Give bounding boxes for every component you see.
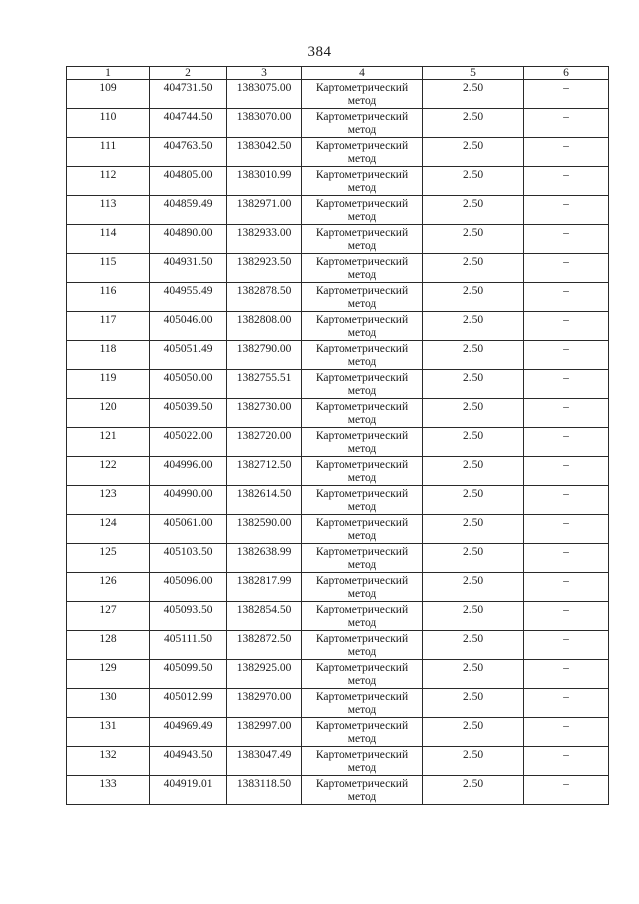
method bbox=[302, 80, 423, 109]
point-number: 122 bbox=[67, 457, 150, 486]
point-number: 114 bbox=[67, 225, 150, 254]
table-row bbox=[67, 747, 609, 776]
method bbox=[302, 167, 423, 196]
method-line-2: метод bbox=[347, 472, 377, 484]
accuracy-value: 2.50 bbox=[423, 776, 524, 805]
method-line-2: метод bbox=[347, 211, 377, 223]
point-number: 112 bbox=[67, 167, 150, 196]
accuracy-value: 2.50 bbox=[423, 515, 524, 544]
column-header-5: 5 bbox=[423, 67, 524, 80]
table-row bbox=[67, 486, 609, 515]
method-line-1: Картометрический bbox=[315, 314, 409, 326]
note-value: – bbox=[524, 718, 609, 747]
table-row bbox=[67, 80, 609, 109]
method-line-1: Картометрический bbox=[315, 198, 409, 210]
accuracy-value: 2.50 bbox=[423, 718, 524, 747]
note-value: – bbox=[524, 225, 609, 254]
coordinate-x: 405050.00 bbox=[150, 370, 227, 399]
method-line-1: Картометрический bbox=[315, 256, 409, 268]
method bbox=[302, 196, 423, 225]
page-number: 384 bbox=[307, 44, 332, 60]
table-row bbox=[67, 718, 609, 747]
accuracy-value: 2.50 bbox=[423, 109, 524, 138]
method-line-2: метод bbox=[347, 95, 377, 107]
coordinate-y: 1382925.00 bbox=[227, 660, 302, 689]
accuracy-value: 2.50 bbox=[423, 660, 524, 689]
method-line-1: Картометрический bbox=[315, 720, 409, 732]
table-row bbox=[67, 254, 609, 283]
coordinate-y: 1383118.50 bbox=[227, 776, 302, 805]
column-header-2: 2 bbox=[150, 67, 227, 80]
method-line-1: Картометрический bbox=[315, 459, 409, 471]
note-value: – bbox=[524, 747, 609, 776]
note-value: – bbox=[524, 138, 609, 167]
method bbox=[302, 689, 423, 718]
table-row bbox=[67, 515, 609, 544]
table-row bbox=[67, 196, 609, 225]
coordinate-x: 404943.50 bbox=[150, 747, 227, 776]
point-number: 123 bbox=[67, 486, 150, 515]
coordinate-x: 404931.50 bbox=[150, 254, 227, 283]
point-number: 129 bbox=[67, 660, 150, 689]
method-line-2: метод bbox=[347, 385, 377, 397]
table-row bbox=[67, 341, 609, 370]
method bbox=[302, 138, 423, 167]
coordinate-x: 405039.50 bbox=[150, 399, 227, 428]
method bbox=[302, 747, 423, 776]
coordinate-x: 404890.00 bbox=[150, 225, 227, 254]
accuracy-value: 2.50 bbox=[423, 602, 524, 631]
column-header-3: 3 bbox=[227, 67, 302, 80]
method-line-2: метод bbox=[347, 269, 377, 281]
point-number: 130 bbox=[67, 689, 150, 718]
accuracy-value: 2.50 bbox=[423, 312, 524, 341]
coordinate-y: 1383047.49 bbox=[227, 747, 302, 776]
point-number: 109 bbox=[67, 80, 150, 109]
method-line-2: метод bbox=[347, 153, 377, 165]
note-value: – bbox=[524, 399, 609, 428]
accuracy-value: 2.50 bbox=[423, 457, 524, 486]
table-row bbox=[67, 225, 609, 254]
method-line-1: Картометрический bbox=[315, 285, 409, 297]
table-row bbox=[67, 312, 609, 341]
note-value: – bbox=[524, 370, 609, 399]
point-number: 111 bbox=[67, 138, 150, 167]
method-line-2: метод bbox=[347, 501, 377, 513]
method bbox=[302, 544, 423, 573]
coordinate-x: 405022.00 bbox=[150, 428, 227, 457]
method bbox=[302, 283, 423, 312]
table-row bbox=[67, 602, 609, 631]
method bbox=[302, 254, 423, 283]
accuracy-value: 2.50 bbox=[423, 370, 524, 399]
method-line-1: Картометрический bbox=[315, 575, 409, 587]
accuracy-value: 2.50 bbox=[423, 689, 524, 718]
method-line-2: метод bbox=[347, 240, 377, 252]
method bbox=[302, 428, 423, 457]
accuracy-value: 2.50 bbox=[423, 573, 524, 602]
method-line-2: метод bbox=[347, 704, 377, 716]
header-row bbox=[67, 67, 609, 80]
method-line-2: метод bbox=[347, 617, 377, 629]
coordinate-x: 405046.00 bbox=[150, 312, 227, 341]
method-line-1: Картометрический bbox=[315, 691, 409, 703]
method-line-2: метод bbox=[347, 791, 377, 803]
coordinate-y: 1382878.50 bbox=[227, 283, 302, 312]
coordinate-x: 404805.00 bbox=[150, 167, 227, 196]
column-header-4: 4 bbox=[302, 67, 423, 80]
coordinate-x: 404990.00 bbox=[150, 486, 227, 515]
coordinate-x: 404969.49 bbox=[150, 718, 227, 747]
coordinates-table bbox=[66, 66, 609, 805]
method-line-1: Картометрический bbox=[315, 517, 409, 529]
table-row bbox=[67, 399, 609, 428]
method bbox=[302, 399, 423, 428]
method-line-2: метод bbox=[347, 675, 377, 687]
method-line-1: Картометрический bbox=[315, 488, 409, 500]
point-number: 124 bbox=[67, 515, 150, 544]
note-value: – bbox=[524, 109, 609, 138]
coordinate-x: 405111.50 bbox=[150, 631, 227, 660]
method-line-1: Картометрический bbox=[315, 372, 409, 384]
coordinate-x: 405103.50 bbox=[150, 544, 227, 573]
coordinate-x: 405093.50 bbox=[150, 602, 227, 631]
accuracy-value: 2.50 bbox=[423, 747, 524, 776]
accuracy-value: 2.50 bbox=[423, 196, 524, 225]
method bbox=[302, 312, 423, 341]
coordinate-y: 1382997.00 bbox=[227, 718, 302, 747]
coordinate-y: 1382638.99 bbox=[227, 544, 302, 573]
note-value: – bbox=[524, 428, 609, 457]
coordinate-y: 1382712.50 bbox=[227, 457, 302, 486]
method-line-2: метод bbox=[347, 356, 377, 368]
coordinate-x: 404744.50 bbox=[150, 109, 227, 138]
point-number: 116 bbox=[67, 283, 150, 312]
method bbox=[302, 602, 423, 631]
coordinate-y: 1382817.99 bbox=[227, 573, 302, 602]
point-number: 119 bbox=[67, 370, 150, 399]
coordinate-x: 404996.00 bbox=[150, 457, 227, 486]
method-line-1: Картометрический bbox=[315, 778, 409, 790]
note-value: – bbox=[524, 312, 609, 341]
note-value: – bbox=[524, 196, 609, 225]
table-row bbox=[67, 457, 609, 486]
coordinate-y: 1382808.00 bbox=[227, 312, 302, 341]
note-value: – bbox=[524, 602, 609, 631]
coordinate-y: 1382971.00 bbox=[227, 196, 302, 225]
note-value: – bbox=[524, 660, 609, 689]
coordinate-y: 1382720.00 bbox=[227, 428, 302, 457]
method-line-2: метод bbox=[347, 762, 377, 774]
note-value: – bbox=[524, 341, 609, 370]
point-number: 115 bbox=[67, 254, 150, 283]
method-line-2: метод bbox=[347, 124, 377, 136]
accuracy-value: 2.50 bbox=[423, 399, 524, 428]
method-line-2: метод bbox=[347, 298, 377, 310]
coordinate-x: 404955.49 bbox=[150, 283, 227, 312]
method-line-1: Картометрический bbox=[315, 430, 409, 442]
coordinate-x: 405099.50 bbox=[150, 660, 227, 689]
note-value: – bbox=[524, 544, 609, 573]
method bbox=[302, 225, 423, 254]
method-line-1: Картометрический bbox=[315, 227, 409, 239]
method-line-2: метод bbox=[347, 327, 377, 339]
coordinate-x: 405096.00 bbox=[150, 573, 227, 602]
coordinate-y: 1383075.00 bbox=[227, 80, 302, 109]
point-number: 121 bbox=[67, 428, 150, 457]
method bbox=[302, 776, 423, 805]
coordinate-y: 1383042.50 bbox=[227, 138, 302, 167]
note-value: – bbox=[524, 254, 609, 283]
method bbox=[302, 370, 423, 399]
coordinate-y: 1382872.50 bbox=[227, 631, 302, 660]
note-value: – bbox=[524, 689, 609, 718]
table-row bbox=[67, 370, 609, 399]
note-value: – bbox=[524, 457, 609, 486]
method-line-2: метод bbox=[347, 733, 377, 745]
method bbox=[302, 341, 423, 370]
method bbox=[302, 457, 423, 486]
accuracy-value: 2.50 bbox=[423, 225, 524, 254]
coordinate-y: 1382923.50 bbox=[227, 254, 302, 283]
method-line-2: метод bbox=[347, 443, 377, 455]
method-line-2: метод bbox=[347, 646, 377, 658]
method bbox=[302, 109, 423, 138]
method-line-2: метод bbox=[347, 588, 377, 600]
point-number: 110 bbox=[67, 109, 150, 138]
method bbox=[302, 718, 423, 747]
method bbox=[302, 631, 423, 660]
method bbox=[302, 486, 423, 515]
point-number: 125 bbox=[67, 544, 150, 573]
coordinate-x: 405051.49 bbox=[150, 341, 227, 370]
coordinate-x: 405061.00 bbox=[150, 515, 227, 544]
point-number: 133 bbox=[67, 776, 150, 805]
method-line-2: метод bbox=[347, 414, 377, 426]
point-number: 127 bbox=[67, 602, 150, 631]
table-row bbox=[67, 573, 609, 602]
coordinate-y: 1382730.00 bbox=[227, 399, 302, 428]
point-number: 126 bbox=[67, 573, 150, 602]
coordinate-y: 1382590.00 bbox=[227, 515, 302, 544]
coordinate-x: 404731.50 bbox=[150, 80, 227, 109]
method-line-1: Картометрический bbox=[315, 169, 409, 181]
note-value: – bbox=[524, 631, 609, 660]
point-number: 113 bbox=[67, 196, 150, 225]
note-value: – bbox=[524, 283, 609, 312]
table-row bbox=[67, 776, 609, 805]
coordinate-x: 404919.01 bbox=[150, 776, 227, 805]
method bbox=[302, 573, 423, 602]
method-line-1: Картометрический bbox=[315, 604, 409, 616]
method-line-1: Картометрический bbox=[315, 546, 409, 558]
table-row bbox=[67, 428, 609, 457]
coordinate-y: 1382970.00 bbox=[227, 689, 302, 718]
table-row bbox=[67, 660, 609, 689]
table-row bbox=[67, 109, 609, 138]
method-line-1: Картометрический bbox=[315, 662, 409, 674]
accuracy-value: 2.50 bbox=[423, 341, 524, 370]
accuracy-value: 2.50 bbox=[423, 544, 524, 573]
method-line-2: метод bbox=[347, 559, 377, 571]
point-number: 132 bbox=[67, 747, 150, 776]
note-value: – bbox=[524, 515, 609, 544]
table-row bbox=[67, 138, 609, 167]
coordinate-y: 1382614.50 bbox=[227, 486, 302, 515]
table-row bbox=[67, 167, 609, 196]
method-line-1: Картометрический bbox=[315, 343, 409, 355]
note-value: – bbox=[524, 167, 609, 196]
point-number: 118 bbox=[67, 341, 150, 370]
table-row bbox=[67, 631, 609, 660]
coordinate-x: 405012.99 bbox=[150, 689, 227, 718]
coordinate-y: 1383070.00 bbox=[227, 109, 302, 138]
method-line-2: метод bbox=[347, 182, 377, 194]
accuracy-value: 2.50 bbox=[423, 254, 524, 283]
coordinate-x: 404763.50 bbox=[150, 138, 227, 167]
method-line-1: Картометрический bbox=[315, 633, 409, 645]
point-number: 117 bbox=[67, 312, 150, 341]
accuracy-value: 2.50 bbox=[423, 80, 524, 109]
point-number: 128 bbox=[67, 631, 150, 660]
coordinate-y: 1383010.99 bbox=[227, 167, 302, 196]
accuracy-value: 2.50 bbox=[423, 631, 524, 660]
method-line-1: Картометрический bbox=[315, 140, 409, 152]
coordinate-y: 1382854.50 bbox=[227, 602, 302, 631]
point-number: 120 bbox=[67, 399, 150, 428]
accuracy-value: 2.50 bbox=[423, 167, 524, 196]
table-row bbox=[67, 544, 609, 573]
method-line-1: Картометрический bbox=[315, 111, 409, 123]
method bbox=[302, 660, 423, 689]
accuracy-value: 2.50 bbox=[423, 486, 524, 515]
note-value: – bbox=[524, 776, 609, 805]
coordinate-y: 1382755.51 bbox=[227, 370, 302, 399]
table-row bbox=[67, 689, 609, 718]
accuracy-value: 2.50 bbox=[423, 428, 524, 457]
note-value: – bbox=[524, 486, 609, 515]
accuracy-value: 2.50 bbox=[423, 283, 524, 312]
coordinate-y: 1382933.00 bbox=[227, 225, 302, 254]
method bbox=[302, 515, 423, 544]
coordinate-x: 404859.49 bbox=[150, 196, 227, 225]
coordinate-y: 1382790.00 bbox=[227, 341, 302, 370]
method-line-1: Картометрический bbox=[315, 82, 409, 94]
method-line-1: Картометрический bbox=[315, 749, 409, 761]
method-line-1: Картометрический bbox=[315, 401, 409, 413]
accuracy-value: 2.50 bbox=[423, 138, 524, 167]
point-number: 131 bbox=[67, 718, 150, 747]
table-row bbox=[67, 283, 609, 312]
note-value: – bbox=[524, 80, 609, 109]
note-value: – bbox=[524, 573, 609, 602]
column-header-1: 1 bbox=[67, 67, 150, 80]
method-line-2: метод bbox=[347, 530, 377, 542]
column-header-6: 6 bbox=[524, 67, 609, 80]
